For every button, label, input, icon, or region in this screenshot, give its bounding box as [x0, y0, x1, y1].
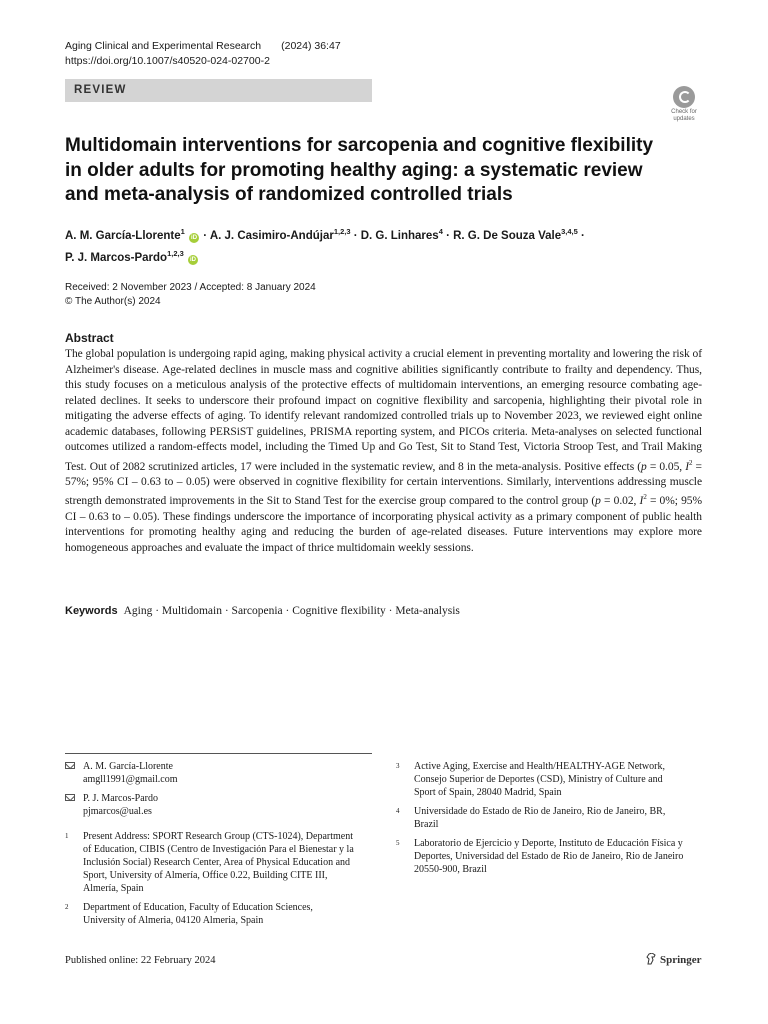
check-for-updates-badge[interactable] [664, 86, 704, 123]
check-updates-label: Check for updates [671, 109, 697, 122]
journal-citation [65, 40, 341, 52]
footnote-divider [65, 753, 372, 754]
affiliation-text: Active Aging, Exercise and Health/HEALTHY-AGE Network, Consejo Superior de Deportes (CSD), Ministry of Culture and Sport of Spain, 28040 Madrid, Spain [414, 761, 665, 798]
keywords-heading: Keywords [65, 605, 118, 617]
affiliation-item: 2 Department of Education, Faculty of Education Sciences, University of Almeria, 04120 Almeria, Spain [65, 901, 355, 927]
contact-item [65, 792, 365, 818]
affiliation-item: 3 Active Aging, Exercise and Health/HEALTHY-AGE Network, Consejo Superior de Deportes (CSD), Ministry of Culture and Sport of Spain, 28040 Madrid, Spain [396, 760, 686, 799]
author[interactable]: R. G. De Souza Vale$^{3,4,5}$ [453, 227, 578, 242]
springer-horse-icon [646, 953, 656, 965]
author[interactable]: A. J. Casimiro-Andújar$^{1,2,3}$ [209, 227, 351, 242]
affiliation-item: 4 Universidade do Estado de Rio de Janeiro, Rio de Janeiro, BR, Brazil [396, 805, 686, 831]
orcid-icon[interactable]: iD [191, 234, 198, 241]
article-title: Multidomain interventions for sarcopenia and cognitive flexibility in older adults for promoting healthy aging: a systematic review and meta-analysis of randomized controlled trials [65, 135, 654, 205]
contact-email[interactable]: pjmarcos@ual.es [83, 806, 152, 817]
envelope-icon [65, 762, 75, 769]
abstract-heading: Abstract [65, 331, 114, 345]
publisher-logo: Springer [646, 953, 702, 966]
keywords-list: Aging · Multidomain · Sarcopenia · Cognitive flexibility · Meta-analysis [123, 605, 460, 617]
affiliation-item: 1 Present Address: SPORT Research Group (CTS-1024), Department of Education, CIBIS (Centro de Investigación Para el Bienestar y la Inclusión Social) Research Center, Area of Physical Education and Sport, University of Almería, Office 0.22, Building CITE III, Almería, Spain [65, 831, 354, 894]
copyright: © The Author(s) 2024 [65, 295, 161, 307]
check-updates-icon [673, 86, 695, 108]
contact-name: A. M. García-Llorente [83, 761, 173, 772]
article-dates [65, 281, 316, 308]
footnotes-left [65, 760, 365, 960]
published-online: Published online: 22 February 2024 [65, 955, 216, 966]
citation-volume: (2024) 36:47 [281, 40, 341, 52]
contact-name: P. J. Marcos-Pardo [83, 793, 158, 804]
orcid-icon[interactable]: iD [189, 256, 196, 263]
affiliation-text: Department of Education, Faculty of Education Sciences, University of Almeria, 04120 Almeria, Spain [83, 902, 313, 926]
footnotes-right [396, 760, 706, 910]
abstract-body: The global population is undergoing rapid aging, making physical activity a crucial element in preventing mortality and lowering the risk of Alzheimer's disease. Age-related declines in muscle mass and cognitive abilities significantly contribute to frailty and dependency. Thus, this study focuses on a meticulous analysis of the protective effects of multidomain interventions, an emerging resource combating age-related declines. It seeks to underscore their profound impact on cognitive flexibility and sarcopenia, highlighting their pivotal role in mitigating the adverse effects of aging. To identify relevant randomized controlled trials up to November 2023, we reviewed eight online academic databases, following PERSiST guidelines, PRISMA reporting system, and PICOs criteria. Meta-analyses on selected functional outcomes utilized a random-effects model, including the Timed Up and Go Test, Sit to Stand Test, Victoria Stroop Test, and Trail Making Test. Out of 2082 scrutinized articles, 17 were included in the systematic review, and 8 in the meta-analysis. Positive effects (p = 0.05, $I^2 = 57\%$; 95% CI – 0.63 to – 0.05) were observed in cognitive flexibility for certain interventions. Similarly, interventions addressing muscle strength demonstrated improvements in the Sit to Stand Test for the exercise group compared to the control group (p = 0.02, $I^2 = 0\%$; 95% CI – 0.63 to – 0.05). These findings underscore the importance of incorporating physical activity as a primary component of public health interventions for promoting healthy aging and reducing the burden of age-related diseases. Future interventions may explore more homogeneous approaches and evaluate the impact of thrice multidomain weekly sessions. [65, 348, 703, 554]
journal-name: Aging Clinical and Experimental Research [65, 40, 262, 52]
affiliation-item: 5 Laboratorio de Ejercicio y Deporte, Instituto de Educación Física y Deportes, Universidad del Estado de Rio de Janeiro, Rio de Janeiro 20550-900, Brazil [396, 837, 686, 876]
envelope-icon [65, 794, 75, 801]
affiliation-text: Universidade do Estado de Rio de Janeiro, Rio de Janeiro, BR, Brazil [414, 806, 666, 830]
keywords [65, 605, 460, 617]
contact-item [65, 760, 365, 786]
author[interactable]: D. G. Linhares$^4$ [360, 227, 443, 242]
doi-link[interactable]: https://doi.org/10.1007/s40520-024-02700-2 [65, 55, 270, 67]
affiliation-text: Laboratorio de Ejercicio y Deporte, Instituto de Educación Física y Deportes, Universidad del Estado de Rio de Janeiro, Rio de Janeiro 20550-900, Brazil [414, 838, 684, 875]
contact-email[interactable]: amgll1991@gmail.com [83, 774, 178, 785]
author[interactable]: P. J. Marcos-Pardo$^{1,2,3}$ [65, 248, 184, 264]
affiliation-text: Present Address: SPORT Research Group (CTS-1024), Department of Education, CIBIS (Centro de Investigación Para el Bienestar y la Inclusión Social) Research Center, Area of Physical Education and Sport, University of Almería, Office 0.22, Building CITE III, Almería, Spain [83, 831, 354, 894]
author[interactable]: A. M. García-Llorente$^1$ [65, 227, 185, 242]
section-banner: REVIEW [65, 79, 372, 102]
received-accepted: Received: 2 November 2023 / Accepted: 8 January 2024 [65, 282, 316, 293]
author-list: A. M. García-Llorente$^1$ iD · A. J. Casimiro-Andújar$^{1,2,3}$ · D. G. Linhares$^4$ · R. G. De Souza Vale$^{3,4,5}$ · P. J. Marcos-Pardo$^{1,2,3}$ iD [65, 227, 585, 264]
